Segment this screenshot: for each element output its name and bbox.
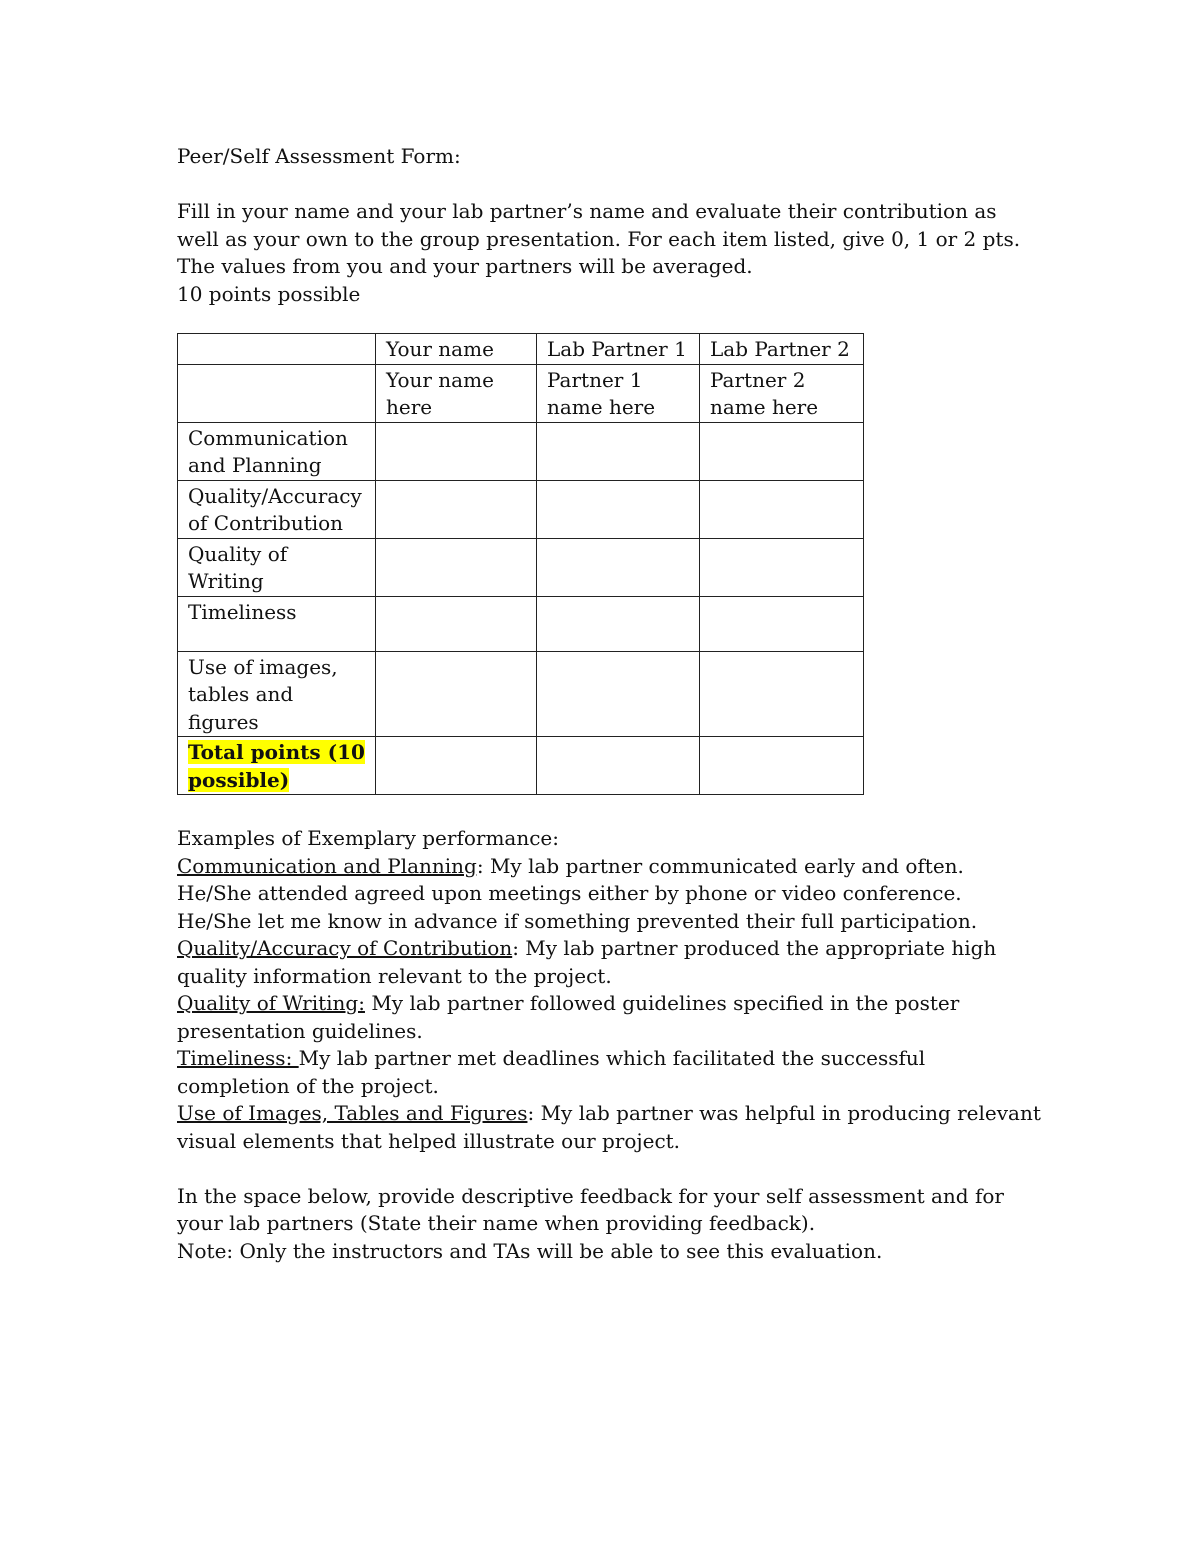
table-row: [178, 651, 864, 737]
example-line: He/She let me know in advance if something prevented their full participation.: [177, 908, 978, 933]
header-your-name: Your name: [376, 334, 537, 365]
example-text: : My lab partner communicated early and often.: [476, 853, 964, 878]
feedback-note: Note: Only the instructors and TAs will be able to see this evaluation.: [177, 1238, 883, 1263]
criterion-label: Communication and Planning: [178, 422, 376, 480]
examples-section: [177, 825, 1041, 1155]
example-line: [177, 853, 1037, 881]
example-term: Quality/Accuracy of Contribution: [177, 936, 513, 960]
score-cell[interactable]: [376, 422, 537, 480]
example-line: presentation guidelines.: [177, 1018, 423, 1043]
example-line: [177, 1045, 1037, 1073]
example-text: : My lab partner was helpful in producing relevant: [527, 1101, 1041, 1125]
table-row: [178, 596, 864, 651]
table-row: [178, 422, 864, 480]
score-cell[interactable]: [537, 596, 700, 651]
criterion-label: Timeliness: [178, 596, 376, 651]
partner-1-name-field[interactable]: Partner 1 name here: [537, 364, 700, 422]
instructions-line: well as your own to the group presentation. For each item listed, give 0, 1 or 2 pts.: [177, 226, 1021, 251]
feedback-instructions: [177, 1183, 1037, 1266]
assessment-table: [177, 333, 864, 795]
score-cell[interactable]: [700, 596, 864, 651]
score-cell[interactable]: [537, 422, 700, 480]
partner-2-name-field[interactable]: Partner 2 name here: [700, 364, 864, 422]
score-cell[interactable]: [376, 651, 537, 737]
example-text: My lab partner met deadlines which facilitated the successful: [298, 1046, 926, 1070]
criterion-label: Quality/Accuracy of Contribution: [178, 480, 376, 538]
example-line: completion of the project.: [177, 1073, 439, 1098]
example-line: [177, 935, 1037, 963]
total-cell[interactable]: [376, 737, 537, 795]
total-points-label: Total points (10 possible): [188, 740, 365, 792]
form-title: Peer/Self Assessment Form:: [177, 144, 461, 168]
feedback-line: In the space below, provide descriptive feedback for your self assessment and for: [177, 1183, 1004, 1208]
score-cell[interactable]: [376, 596, 537, 651]
score-cell[interactable]: [537, 538, 700, 596]
empty-cell: [178, 364, 376, 422]
example-line: [177, 1100, 1041, 1128]
example-term: Communication and Planning: [177, 853, 477, 878]
criterion-label: Use of images, tables and figures: [178, 651, 376, 737]
score-cell[interactable]: [700, 538, 864, 596]
table-header-row: [178, 334, 864, 365]
table-row: [178, 538, 864, 596]
example-term: Quality of Writing:: [177, 991, 365, 1015]
table-total-row: [178, 737, 864, 795]
feedback-line: your lab partners (State their name when providing feedback).: [177, 1211, 816, 1235]
instructions-line: Fill in your name and your lab partner’s name and evaluate their contribution as: [177, 199, 997, 223]
example-text: : My lab partner produced the appropriate high: [512, 936, 997, 960]
criterion-label: Quality of Writing: [178, 538, 376, 596]
header-lab-partner-2: Lab Partner 2: [700, 334, 864, 365]
table-name-row: [178, 364, 864, 422]
example-line: quality information relevant to the project.: [177, 963, 612, 988]
total-cell[interactable]: [537, 737, 700, 795]
points-possible: 10 points possible: [177, 281, 361, 306]
instructions-line: The values from you and your partners will be averaged.: [177, 254, 753, 278]
instructions: [177, 198, 1037, 308]
example-line: He/She attended agreed upon meetings either by phone or video conference.: [177, 881, 962, 905]
your-name-field[interactable]: Your name here: [376, 364, 537, 422]
header-lab-partner-1: Lab Partner 1: [537, 334, 700, 365]
table-row: [178, 480, 864, 538]
score-cell[interactable]: [700, 480, 864, 538]
total-label-cell: [178, 737, 376, 795]
empty-cell: [178, 334, 376, 365]
score-cell[interactable]: [537, 480, 700, 538]
score-cell[interactable]: [700, 651, 864, 737]
score-cell[interactable]: [700, 422, 864, 480]
examples-heading: Examples of Exemplary performance:: [177, 826, 559, 850]
document-body: [177, 143, 1041, 1265]
example-text: My lab partner followed guidelines specified in the poster: [364, 991, 960, 1015]
example-line: [177, 990, 1037, 1018]
total-cell[interactable]: [700, 737, 864, 795]
example-term: Timeliness:: [177, 1046, 299, 1070]
score-cell[interactable]: [376, 538, 537, 596]
score-cell[interactable]: [376, 480, 537, 538]
example-line: visual elements that helped illustrate our project.: [177, 1128, 681, 1153]
example-term: Use of Images, Tables and Figures: [177, 1101, 528, 1125]
score-cell[interactable]: [537, 651, 700, 737]
